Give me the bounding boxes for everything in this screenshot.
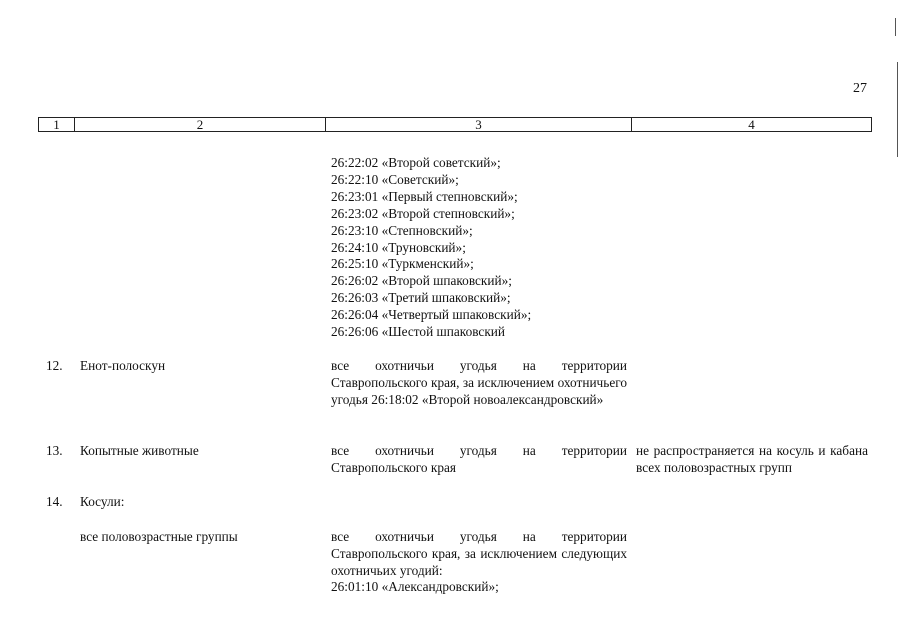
territory-line: 26:23:10 «Степновский»; [331,222,473,238]
row-12-species: Енот-полоскун [80,358,166,373]
row-13-territory: все охотничьи угодья на территории Ставропольского края [331,443,627,475]
column-header-1: 1 [39,118,75,131]
territory-line: 26:22:10 «Советский»; [331,171,459,187]
scan-margin-mark [895,18,896,36]
territory-line: 26:25:10 «Туркменский»; [331,256,474,272]
column-header-4: 4 [748,117,755,132]
row-14-subgroup: все половозрастные группы [80,529,238,544]
column-header-2: 2 [75,118,326,131]
page-number: 27 [853,81,867,96]
territory-line: 26:26:02 «Второй шпаковский»; [331,273,512,289]
territory-line: 26:24:10 «Труновский»; [331,239,466,255]
row-13-number: 13. [46,443,63,458]
scan-margin-mark [897,62,898,157]
row-14-subgroup-territory-text: все охотничьи угодья на территории Ставропольского края, за исключением следующих охотничьих угодий: [331,529,627,578]
row-14-subgroup-territory [331,529,627,596]
territory-line: 26:23:01 «Первый степновский»; [331,188,518,204]
continued-territory-list [331,155,531,341]
row-13-species: Копытные животные [80,443,199,458]
table-header [38,117,872,132]
territory-line: 26:26:03 «Третий шпаковский»; [331,290,511,306]
territory-line: 26:22:02 «Второй советский»; [331,155,501,170]
territory-line: 26:23:02 «Второй степновский»; [331,205,515,221]
column-header-3: 3 [326,118,632,131]
row-13-exception: не распространяется на косуль и кабана всех половозрастных групп [636,443,868,475]
territory-line: 26:26:04 «Четвертый шпаковский»; [331,307,532,323]
territory-line: 26:26:06 «Шестой шпаковский [331,324,506,340]
territory-line: 26:01:10 «Александровский»; [331,579,499,595]
row-12-territory: все охотничьи угодья на территории Ставропольского края, за исключением охотничьего угодья 26:18:02 «Второй новоалександровский» [331,358,627,407]
row-14-number: 14. [46,494,63,509]
row-14-species: Косули: [80,494,125,509]
row-12-number: 12. [46,358,63,373]
